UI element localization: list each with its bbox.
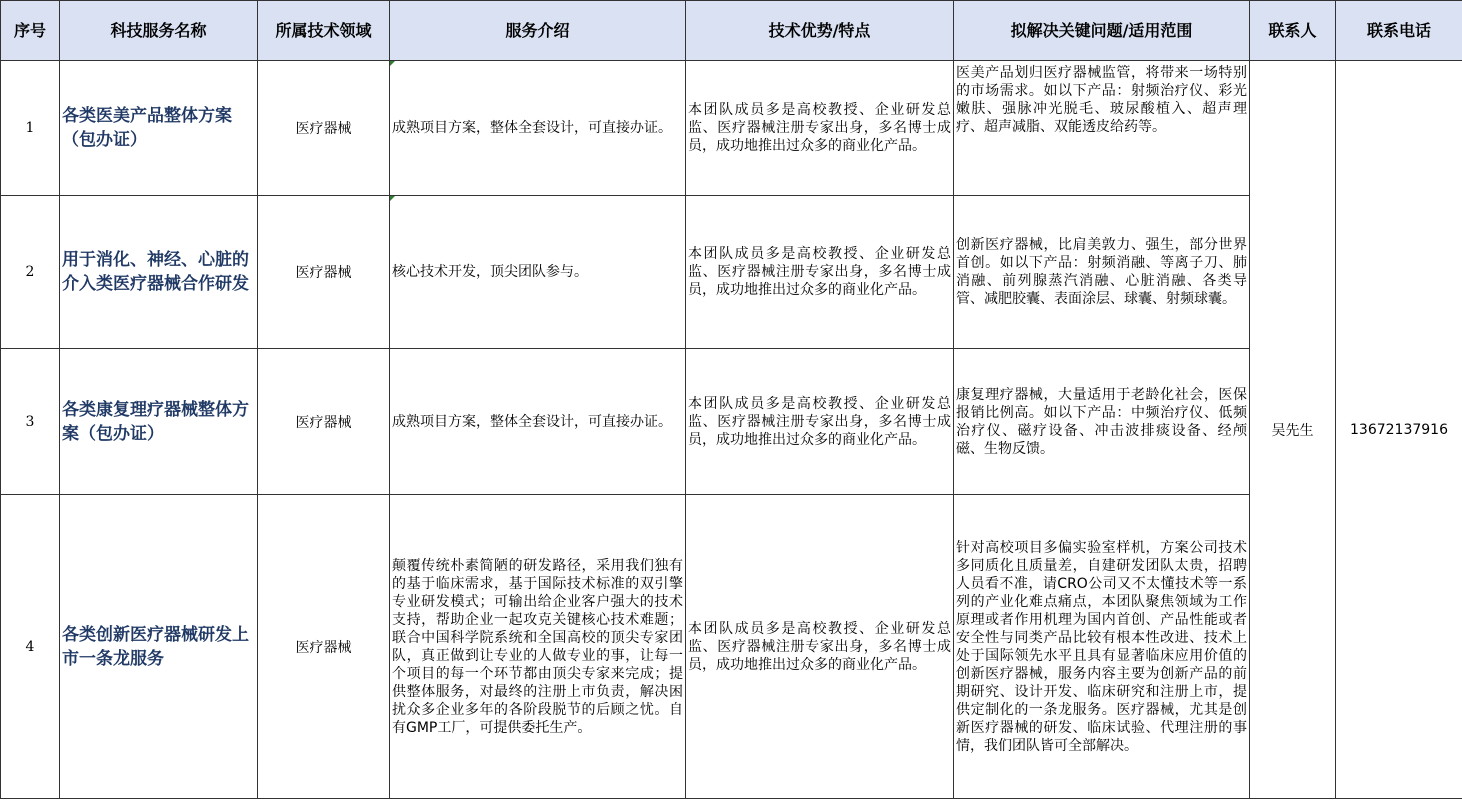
tech-field: 医疗器械 xyxy=(258,349,390,495)
service-intro: 颠覆传统朴素简陋的研发路径，采用我们独有的基于临床需求，基于国际技术标准的双引擎专业研发模式；可输出给企业客户强大的技术支持，帮助企业一起攻克关键核心技术难题；联合中国科学院系统和全国高校的顶尖专家团队，真正做到让专业的人做专业的事，让每一个项目的每一个环节都由顶尖专家来完成；提供整体服务，对最终的注册上市负责，解决困扰众多企业多年的各阶段脱节的后顾之忧。自有GMP工厂，可提供委托生产。 xyxy=(390,495,686,799)
service-intro-text: 核心技术开发，顶尖团队参与。 xyxy=(392,264,588,280)
header-advantage: 技术优势/特点 xyxy=(686,1,954,61)
row-index: 1 xyxy=(1,61,60,196)
tech-field: 医疗器械 xyxy=(258,495,390,799)
tech-advantage: 本团队成员多是高校教授、企业研发总监、医疗器械注册专家出身，多名博士成员，成功地推出过众多的商业化产品。 xyxy=(686,495,954,799)
row-index: 4 xyxy=(1,495,60,799)
comment-marker-icon xyxy=(390,196,395,201)
service-intro: 成熟项目方案，整体全套设计，可直接办证。 xyxy=(390,349,686,495)
scope: 创新医疗器械，比肩美敦力、强生，部分世界首创。如以下产品：射频消融、等离子刀、肺消融、前列腺蒸汽消融、心脏消融、各类导管、减肥胶囊、表面涂层、球囊、射频球囊。 xyxy=(954,196,1250,349)
contact-person: 吴先生 xyxy=(1250,61,1336,799)
table-row xyxy=(1,495,1462,799)
service-name: 各类康复理疗器械整体方案（包办证） xyxy=(60,349,258,495)
header-field: 所属技术领域 xyxy=(258,1,390,61)
table-row xyxy=(1,349,1462,495)
service-intro xyxy=(390,61,686,196)
tech-advantage: 本团队成员多是高校教授、企业研发总监、医疗器械注册专家出身，多名博士成员，成功地推出过众多的商业化产品。 xyxy=(686,61,954,196)
header-service-name: 科技服务名称 xyxy=(60,1,258,61)
header-index: 序号 xyxy=(1,1,60,61)
tech-advantage: 本团队成员多是高校教授、企业研发总监、医疗器械注册专家出身，多名博士成员，成功地推出过众多的商业化产品。 xyxy=(686,349,954,495)
service-name: 用于消化、神经、心脏的介入类医疗器械合作研发 xyxy=(60,196,258,349)
row-index: 3 xyxy=(1,349,60,495)
header-row xyxy=(1,1,1462,61)
tech-field: 医疗器械 xyxy=(258,61,390,196)
row-index: 2 xyxy=(1,196,60,349)
scope: 医美产品划归医疗器械监管，将带来一场特别的市场需求。如以下产品：射频治疗仪、彩光嫩肤、强脉冲光脱毛、玻尿酸植入、超声理疗、超声减脂、双能透皮给药等。 xyxy=(954,61,1250,196)
service-intro xyxy=(390,196,686,349)
table-row xyxy=(1,196,1462,349)
header-intro: 服务介绍 xyxy=(390,1,686,61)
header-phone: 联系电话 xyxy=(1336,1,1462,61)
service-name: 各类创新医疗器械研发上市一条龙服务 xyxy=(60,495,258,799)
tech-advantage: 本团队成员多是高校教授、企业研发总监、医疗器械注册专家出身，多名博士成员，成功地推出过众多的商业化产品。 xyxy=(686,196,954,349)
service-name: 各类医美产品整体方案（包办证） xyxy=(60,61,258,196)
comment-marker-icon xyxy=(390,61,395,66)
table-row xyxy=(1,61,1462,196)
service-intro-text: 成熟项目方案，整体全套设计，可直接办证。 xyxy=(392,120,672,136)
header-scope: 拟解决关键问题/适用范围 xyxy=(954,1,1250,61)
header-contact: 联系人 xyxy=(1250,1,1336,61)
tech-field: 医疗器械 xyxy=(258,196,390,349)
contact-phone: 13672137916 xyxy=(1336,61,1462,799)
scope: 针对高校项目多偏实验室样机，方案公司技术多同质化且质量差，自建研发团队太贵，招聘人员看不准，请CRO公司又不太懂技术等一系列的产业化难点痛点，本团队聚焦领域为工作原理或者作用机理为国内首创、产品性能或者安全性与同类产品比较有根本性改进、技术上处于国际领先水平且具有显著临床应用价值的创新医疗器械，服务内容主要为创新产品的前期研究、设计开发、临床研究和注册上市，提供定制化的一条龙服务。医疗器械，尤其是创新医疗器械的研发、临床试验、代理注册的事情，我们团队皆可全部解决。 xyxy=(954,495,1250,799)
scope: 康复理疗器械，大量适用于老龄化社会，医保报销比例高。如以下产品：中频治疗仪、低频治疗仪、磁疗设备、冲击波排痰设备、经颅磁、生物反馈。 xyxy=(954,349,1250,495)
